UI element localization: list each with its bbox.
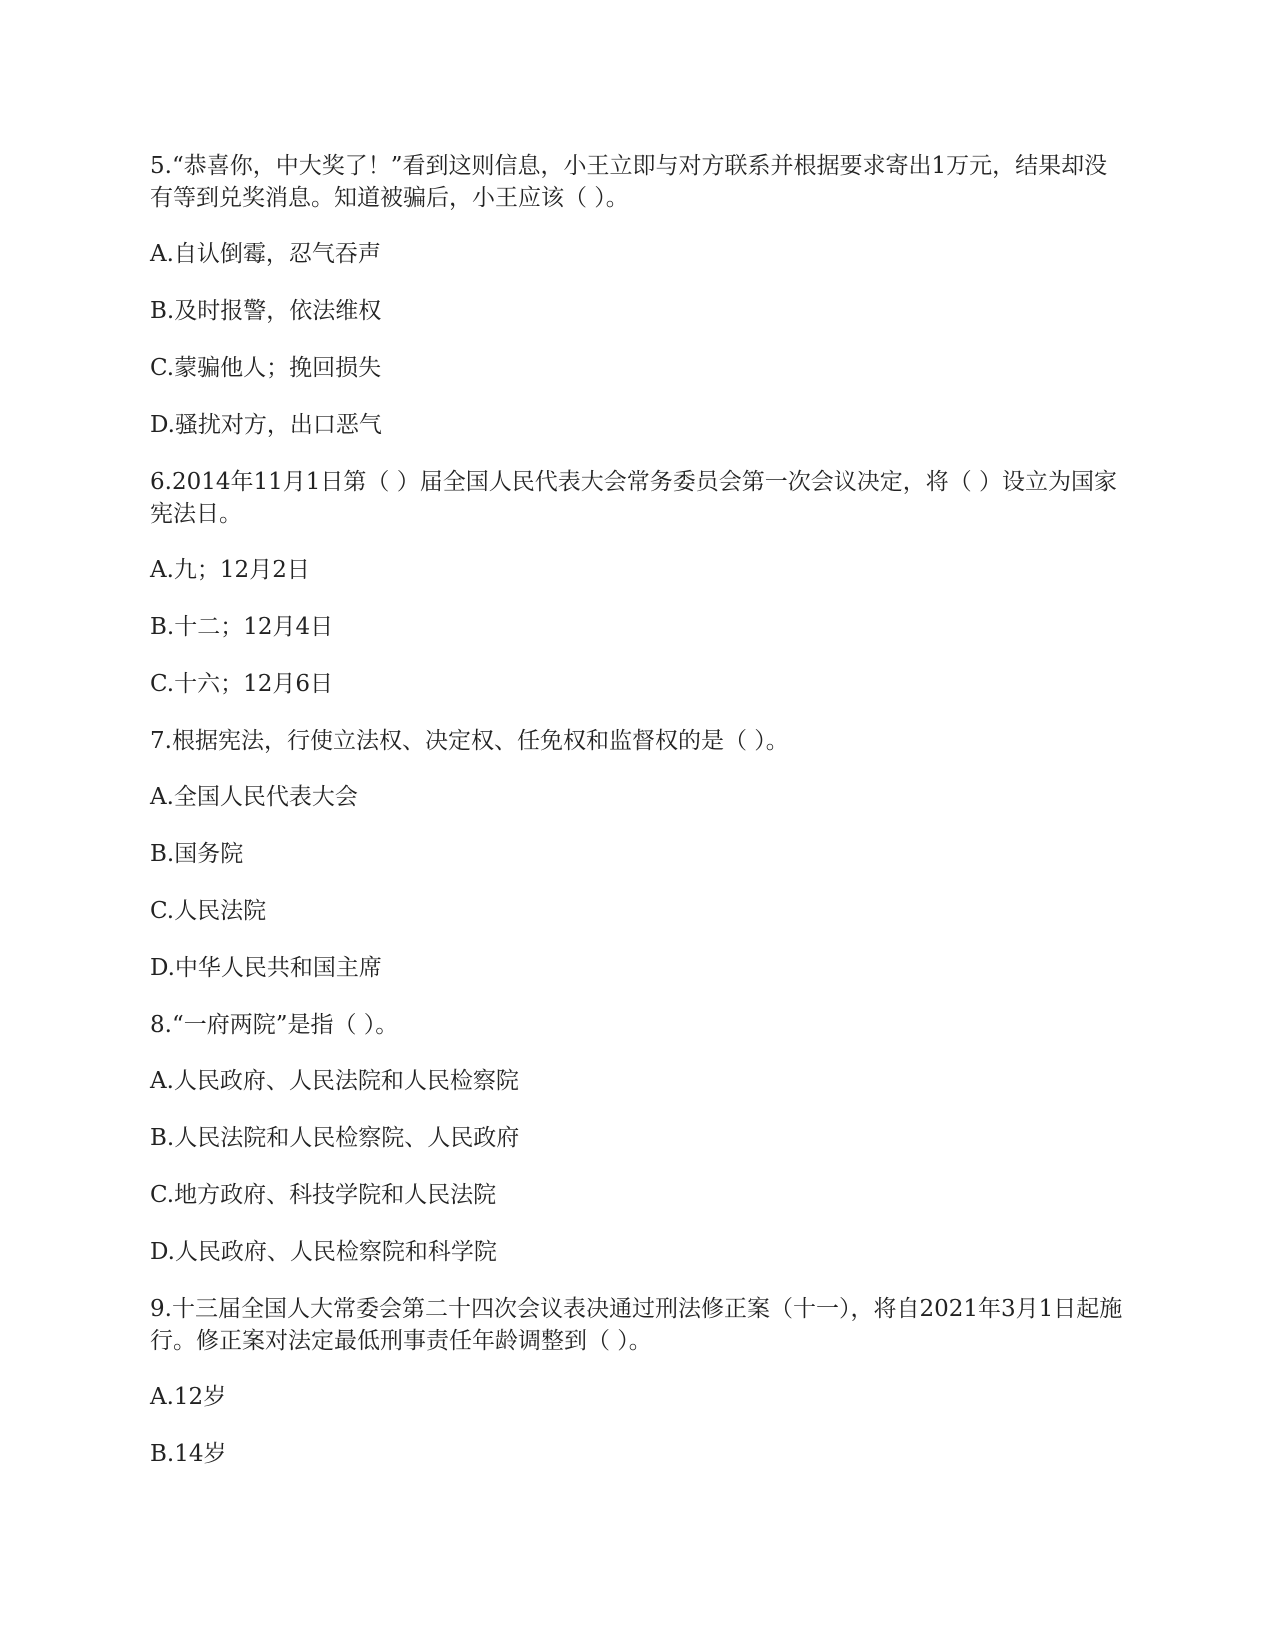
question-6-option-b: B.十二；12月4日: [150, 614, 334, 640]
question-5-option-b: B.及时报警，依法维权: [150, 298, 382, 324]
question-list: [150, 150, 1125, 1495]
question-6-option-a: A.九；12月2日: [150, 557, 310, 583]
question-8-option-c: C.地方政府、科技学院和人民法院: [150, 1182, 497, 1208]
question-9-text: 9.十三届全国人大常委会第二十四次会议表决通过刑法修正案（十一），将自2021年3月1日起施行。修正案对法定最低刑事责任年龄调整到（ ）。: [150, 1296, 1123, 1354]
question-7-option-c: C.人民法院: [150, 898, 267, 924]
question-6-text: 6.2014年11月1日第（ ）届全国人民代表大会常务委员会第一次会议决定，将（ ）设立为国家宪法日。: [150, 469, 1117, 527]
question-6-option-c: C.十六；12月6日: [150, 671, 333, 697]
question-9-option-b: B.14岁: [150, 1441, 227, 1467]
question-5-text: 5.“恭喜你，中大奖了！”看到这则信息，小王立即与对方联系并根据要求寄出1万元，结果却没有等到兑奖消息。知道被骗后，小王应该（ ）。: [150, 153, 1108, 211]
question-8-option-b: B.人民法院和人民检察院、人民政府: [150, 1125, 520, 1151]
question-9-option-a: A.12岁: [150, 1384, 227, 1410]
question-5-option-c: C.蒙骗他人；挽回损失: [150, 355, 382, 381]
question-8-text: 8.“一府两院”是指（ ）。: [150, 1012, 399, 1038]
question-5-option-d: D.骚扰对方，出口恶气: [150, 412, 382, 438]
question-7-text: 7.根据宪法，行使立法权、决定权、任免权和监督权的是（ ）。: [150, 728, 789, 754]
question-7-option-d: D.中华人民共和国主席: [150, 955, 382, 981]
question-7-option-a: A.全国人民代表大会: [150, 784, 358, 810]
question-8-option-a: A.人民政府、人民法院和人民检察院: [150, 1068, 519, 1094]
question-5-option-a: A.自认倒霉，忍气吞声: [150, 241, 381, 267]
question-7-option-b: B.国务院: [150, 841, 244, 867]
question-8-option-d: D.人民政府、人民检察院和科学院: [150, 1239, 497, 1265]
